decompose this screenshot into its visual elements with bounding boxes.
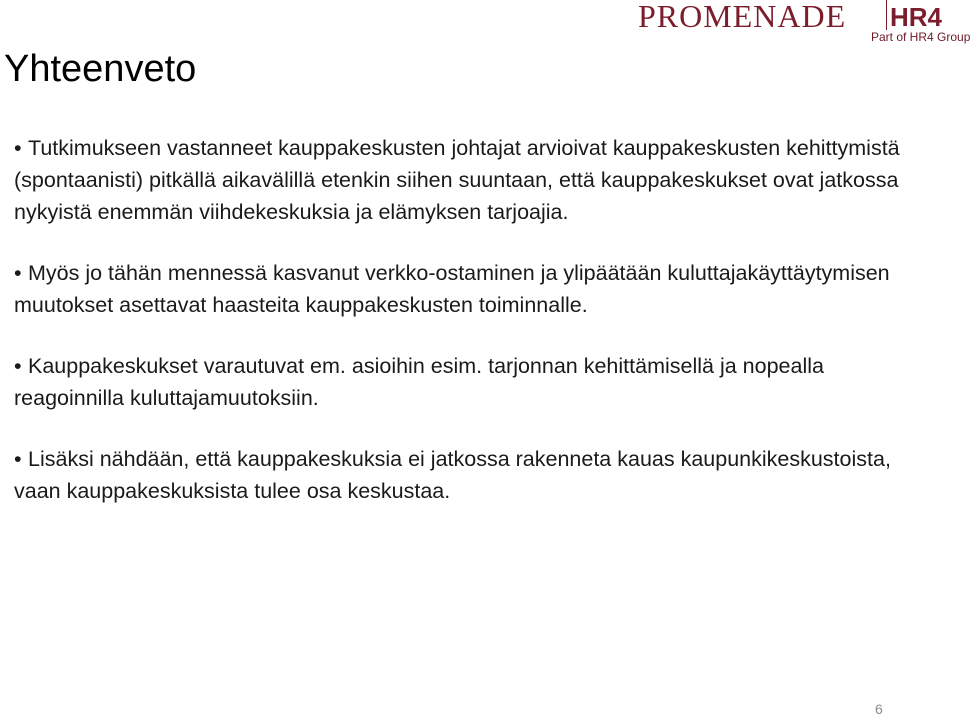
promenade-logo xyxy=(630,0,970,48)
summary-bullet-list xyxy=(14,132,914,536)
summary-bullet xyxy=(14,443,914,507)
bullet-dot-icon: • xyxy=(14,354,22,378)
bullet-text: Kauppakeskukset varautuvat em. asioihin esim. tarjonnan kehittämisellä ja nopealla reagoinnilla kuluttajamuutoksiin. xyxy=(14,354,824,410)
logo-tagline: Part of HR4 Group xyxy=(871,30,970,44)
summary-bullet xyxy=(14,350,914,414)
bullet-text: Lisäksi nähdään, että kauppakeskuksia ei jatkossa rakenneta kauas kaupunkikeskustoista, vaan kauppakeskuksista tulee osa keskustaa. xyxy=(14,447,891,503)
slide-title: Yhteenveto xyxy=(4,48,197,90)
page-number: 6 xyxy=(875,701,883,717)
logo-mark: HR4 xyxy=(890,2,943,32)
hr4-logo-icon xyxy=(886,0,948,30)
summary-bullet xyxy=(14,132,914,228)
summary-bullet xyxy=(14,257,914,321)
bullet-dot-icon: • xyxy=(14,261,22,285)
bullet-dot-icon: • xyxy=(14,447,22,471)
bullet-dot-icon: • xyxy=(14,136,22,160)
bullet-text: Myös jo tähän mennessä kasvanut verkko-ostaminen ja ylipäätään kuluttajakäyttäytymisen muutokset asettavat haasteita kauppakeskusten toiminnalle. xyxy=(14,261,890,317)
bullet-text: Tutkimukseen vastanneet kauppakeskusten johtajat arvioivat kauppakeskusten kehittymistä (spontaanisti) pitkällä aikavälillä etenkin siihen suuntaan, että kauppakeskukset ovat jatkossa nykyistä enemmän viihdekeskuksia ja elämyksen tarjoajia. xyxy=(14,136,900,224)
logo-wordmark: PROMENADE xyxy=(638,0,847,34)
